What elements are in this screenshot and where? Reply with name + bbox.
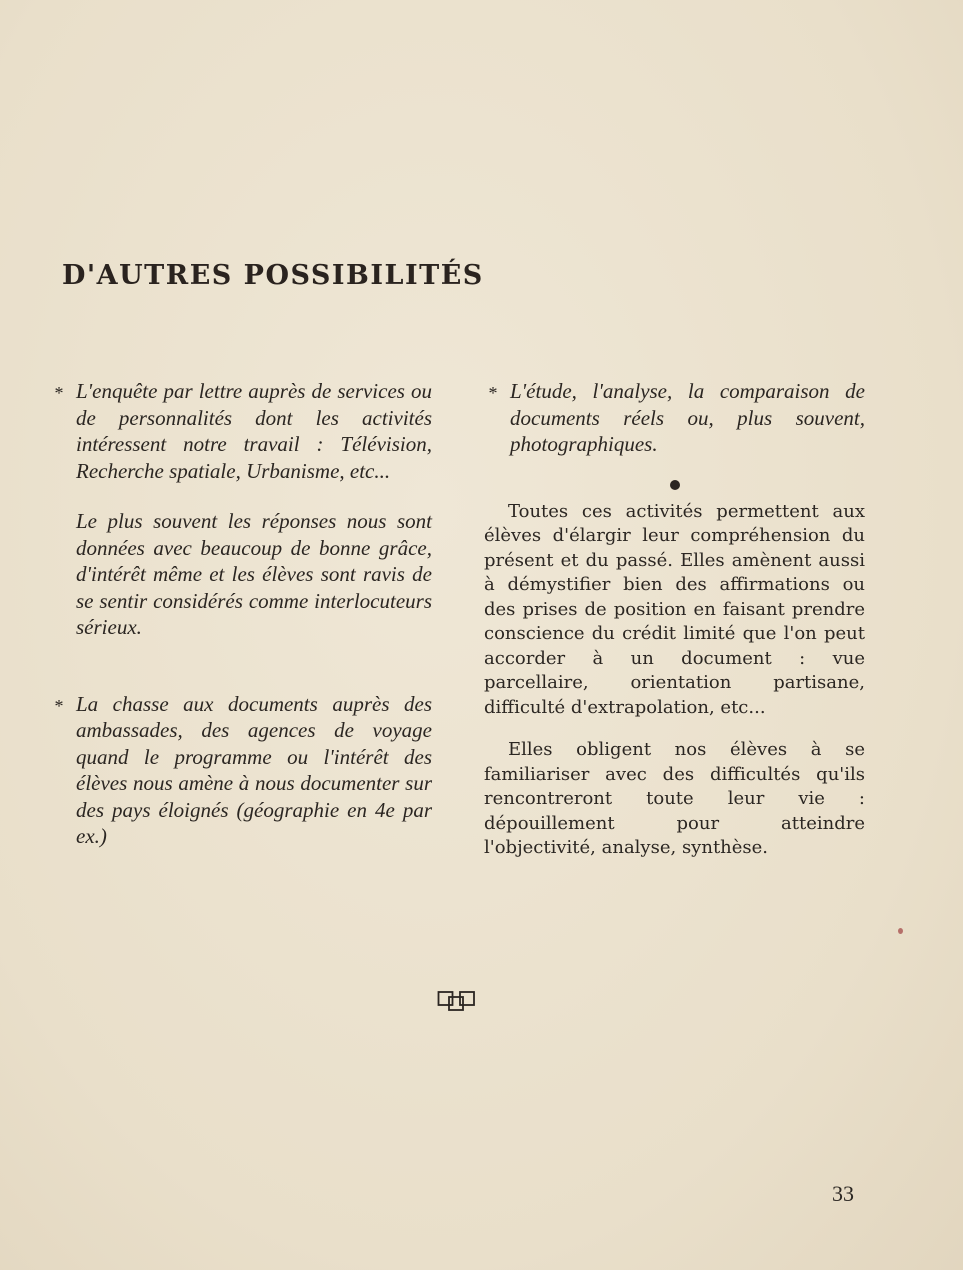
list-item bbox=[50, 378, 432, 484]
item-text: La chasse aux documents auprès des ambassades, des agences de voyage quand le programme ou l'intérêt des élèves nous amène à nous documenter sur des pays éloignés (géographie en 4e par ex.) bbox=[76, 691, 432, 848]
item-followup-text: Le plus souvent les réponses nous sont données avec beaucoup de bonne grâce, d'intérêt même et les élèves sont ravis de se sentir considérés comme interlocuteurs sérieux. bbox=[76, 509, 432, 639]
page-number: 33 bbox=[832, 1181, 854, 1206]
body-paragraph: Elles obligent nos élèves à se familiariser avec des difficultés qu'ils rencontreront toute leur vie : dépouillement pour atteindre l'objectivité, analyse, synthèse. bbox=[484, 739, 865, 858]
item-text: L'enquête par lettre auprès de services ou de personnalités dont les activités intéressent notre travail : Télévision, Recherche spatiale, Urbanisme, etc... bbox=[76, 379, 432, 483]
body-paragraph: Toutes ces activités permettent aux élèves d'élargir leur compréhension du présent et du passé. Elles amènent aussi à démystifier bien des affirmations ou des prises de position en faisant prendre conscience du crédit limité que l'on peut accorder à un document : vue parcellaire, orientation partisane, difficulté d'extrapolation, etc... bbox=[484, 500, 865, 718]
asterisk-marker: * bbox=[488, 383, 498, 403]
item-text: L'étude, l'analyse, la comparaison de documents réels ou, plus souvent, photographiques. bbox=[510, 379, 865, 456]
interlocked-squares-ornament-icon bbox=[437, 988, 477, 1012]
asterisk-marker: * bbox=[54, 695, 64, 716]
right-column bbox=[484, 378, 865, 861]
paper-speck bbox=[898, 928, 903, 934]
list-item bbox=[50, 691, 432, 850]
list-item bbox=[484, 378, 865, 458]
left-column bbox=[50, 378, 432, 850]
item-followup-paragraph bbox=[50, 508, 432, 641]
bullet-dot-icon bbox=[670, 480, 680, 490]
page-title: D'AUTRES POSSIBILITÉS bbox=[62, 260, 484, 291]
asterisk-marker: * bbox=[54, 383, 64, 403]
